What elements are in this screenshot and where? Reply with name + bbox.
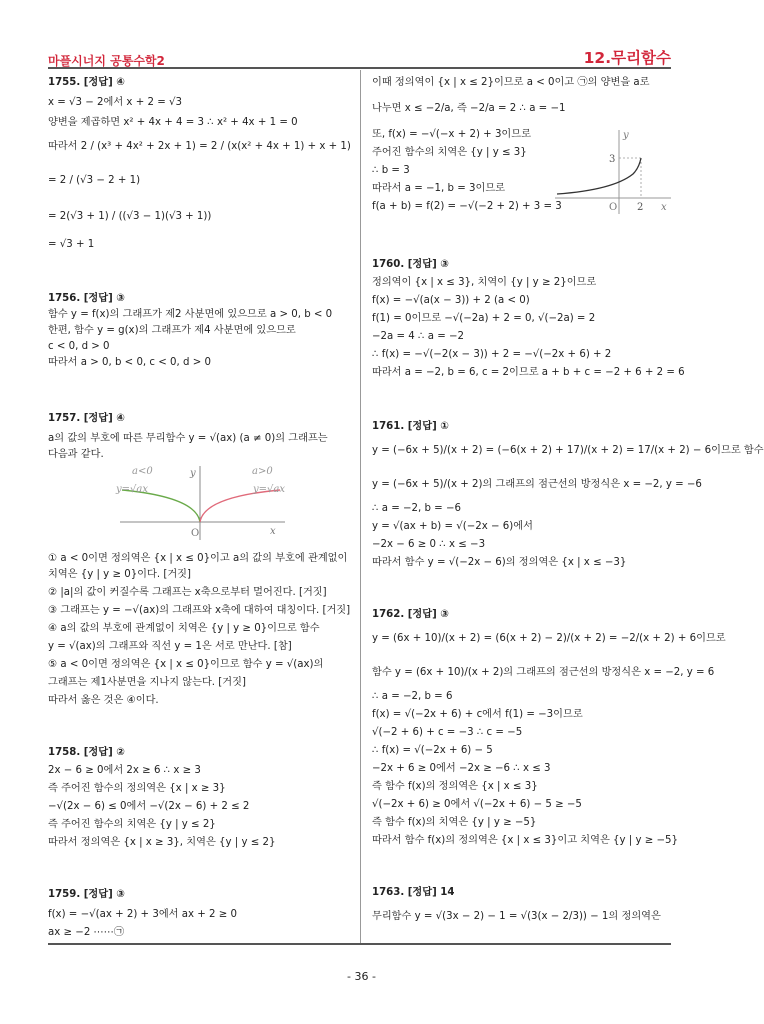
origin-label: O	[191, 528, 200, 539]
solution-line: 즉 함수 f(x)의 치역은 {y | y ≥ −5}	[372, 817, 537, 828]
solution-line: f(x) = √(−2x + 6) + c에서 f(1) = −3이므로	[372, 709, 583, 720]
chapter-title: 12.무리함수	[583, 49, 671, 67]
column-divider	[360, 70, 361, 943]
solution-line: ∴ f(x) = √(−2x + 6) − 5	[372, 745, 493, 756]
solution-line: 주어진 함수의 치역은 {y | y ≤ 3}	[372, 147, 527, 158]
solution-line: = 2 / (√3 − 2 + 1)	[48, 175, 141, 186]
solution-line: f(x) = −√(ax + 2) + 3에서 ax + 2 ≥ 0	[48, 909, 237, 920]
solution-line: 2x − 6 ≥ 0에서 2x ≥ 6 ∴ x ≥ 3	[48, 765, 201, 776]
solution-line: f(a + b) = f(2) = −√(−2 + 2) + 3 = 3	[372, 201, 562, 212]
curve-label-pos: y=√ax	[253, 484, 286, 495]
solution-line: 정의역이 {x | x ≤ 3}, 치역이 {y | y ≥ 2}이므로	[372, 277, 597, 288]
curve	[557, 158, 641, 194]
problem-heading: 1763. [정답] 14	[372, 887, 455, 898]
x-axis-label: x	[270, 526, 276, 537]
solution-line: ax ≥ −2 ⋯⋯㉠	[48, 927, 125, 938]
solution-line: 무리함수 y = √(3x − 2) − 1 = √(3(x − 2/3)) − 1의 정의역은	[372, 911, 661, 922]
problem-heading: 1760. [정답] ③	[372, 259, 449, 270]
solution-line: −2x − 6 ≥ 0 ∴ x ≤ −3	[372, 539, 486, 550]
solution-line: 한편, 함수 y = g(x)의 그래프가 제4 사분면에 있으므로	[48, 325, 296, 336]
solution-line: ∴ b = 3	[372, 165, 410, 176]
solution-line: ∴ f(x) = −√(−2(x − 3)) + 2 = −√(−2x + 6) + 2	[372, 349, 612, 360]
solution-line: 함수 y = (6x + 10)/(x + 2)의 그래프의 점근선의 방정식은 x = −2, y = 6	[372, 667, 715, 678]
solution-line: 따라서 함수 f(x)의 정의역은 {x | x ≤ 3}이고 치역은 {y | y ≥ −5}	[372, 835, 678, 846]
solution-line: = 2(√3 + 1) / ((√3 − 1)(√3 + 1))	[48, 211, 212, 222]
solution-line: −2a = 4 ∴ a = −2	[372, 331, 464, 342]
y-axis-label: y	[623, 130, 629, 141]
solution-line: ∴ a = −2, b = −6	[372, 503, 461, 514]
solution-line: 치역은 {y | y ≥ 0}이다. [거짓]	[48, 569, 191, 580]
solution-line: 따라서 함수 y = √(−2x − 6)의 정의역은 {x | x ≤ −3}	[372, 557, 627, 568]
solution-line: 따라서 a > 0, b < 0, c < 0, d > 0	[48, 357, 211, 368]
solution-line: −2x + 6 ≥ 0에서 −2x ≥ −6 ∴ x ≤ 3	[372, 763, 551, 774]
solution-line: 나누면 x ≤ −2/a, 즉 −2/a = 2 ∴ a = −1	[372, 103, 566, 114]
problem-heading: 1762. [정답] ③	[372, 609, 449, 620]
y-axis-label: y	[190, 468, 196, 479]
problem-heading: 1759. [정답] ③	[48, 889, 125, 900]
problem-heading: 1756. [정답] ③	[48, 293, 125, 304]
page-number: - 36 -	[347, 970, 376, 983]
footer-rule	[48, 943, 671, 945]
solution-line: y = (−6x + 5)/(x + 2)의 그래프의 점근선의 방정식은 x = −2, y = −6	[372, 479, 702, 490]
solution-line: 따라서 a = −2, b = 6, c = 2이므로 a + b + c = −2 + 6 + 2 = 6	[372, 367, 685, 378]
solution-line: 따라서 2 / (x³ + 4x² + 2x + 1) = 2 / (x(x² + 4x + 1) + x + 1)	[48, 141, 351, 152]
solution-line: 함수 y = f(x)의 그래프가 제2 사분면에 있으므로 a > 0, b < 0	[48, 309, 333, 320]
solution-line: 따라서 옳은 것은 ④이다.	[48, 695, 159, 706]
tick-x-label: 2	[637, 202, 644, 213]
x-axis-label: x	[661, 202, 667, 213]
problem-heading: 1755. [정답] ④	[48, 77, 125, 88]
solution-line: x = √3 − 2에서 x + 2 = √3	[48, 97, 182, 108]
solution-line: 즉 주어진 함수의 치역은 {y | y ≤ 2}	[48, 819, 216, 830]
solution-line: ⑤ a < 0이면 정의역은 {x | x ≤ 0}이므로 함수 y = √(ax)의	[48, 659, 324, 670]
solution-line: ② |a|의 값이 커질수록 그래프는 x축으로부터 멀어진다. [거짓]	[48, 587, 327, 598]
solution-line: 즉 함수 f(x)의 정의역은 {x | x ≤ 3}	[372, 781, 538, 792]
solution-line: 또, f(x) = −√(−x + 2) + 3이므로	[372, 129, 531, 140]
solution-line: a의 값의 부호에 따른 무리함수 y = √(ax) (a ≠ 0)의 그래프는	[48, 433, 328, 444]
solution-line: 그래프는 제1사분면을 지나지 않는다. [거짓]	[48, 677, 246, 688]
solution-line: 양변을 제곱하면 x² + 4x + 4 = 3 ∴ x² + 4x + 1 = 0	[48, 117, 298, 128]
solution-line: 따라서 정의역은 {x | x ≥ 3}, 치역은 {y | y ≤ 2}	[48, 837, 276, 848]
solution-line: y = (−6x + 5)/(x + 2) = (−6(x + 2) + 17)/(x + 2) = 17/(x + 2) − 6이므로 함수	[372, 445, 764, 456]
solution-line: 따라서 a = −1, b = 3이므로	[372, 183, 505, 194]
solution-line: y = √(ax + b) = √(−2x − 6)에서	[372, 521, 533, 532]
solution-line: 다음과 같다.	[48, 449, 104, 460]
curve-label-neg: y=√ax	[116, 484, 149, 495]
solution-line: 즉 주어진 함수의 정의역은 {x | x ≥ 3}	[48, 783, 226, 794]
graph-1759	[553, 124, 673, 216]
solution-line: = √3 + 1	[48, 239, 95, 250]
problem-heading: 1758. [정답] ②	[48, 747, 125, 758]
solution-line: −√(2x − 6) ≤ 0에서 −√(2x − 6) + 2 ≤ 2	[48, 801, 250, 812]
label-neg: a<0	[132, 466, 153, 477]
tick-y-label: 3	[609, 154, 616, 165]
solution-line: ∴ a = −2, b = 6	[372, 691, 453, 702]
solution-line: f(1) = 0이므로 −√(−2a) + 2 = 0, √(−2a) = 2	[372, 313, 596, 324]
problem-heading: 1757. [정답] ④	[48, 413, 125, 424]
solution-line: 이때 정의역이 {x | x ≤ 2}이므로 a < 0이고 ㉠의 양변을 a로	[372, 77, 650, 88]
label-pos: a>0	[252, 466, 273, 477]
book-title: 마플시너지 공통수학2	[48, 54, 165, 68]
solution-line: ① a < 0이면 정의역은 {x | x ≤ 0}이고 a의 값의 부호에 관계없이	[48, 553, 348, 564]
solution-line: √(−2x + 6) ≥ 0에서 √(−2x + 6) − 5 ≥ −5	[372, 799, 582, 810]
solution-line: ④ a의 값의 부호에 관계없이 치역은 {y | y ≥ 0}이므로 함수	[48, 623, 320, 634]
solution-line: f(x) = −√(a(x − 3)) + 2 (a < 0)	[372, 295, 530, 306]
solution-line: ③ 그래프는 y = −√(ax)의 그래프와 x축에 대하여 대칭이다. [거짓]	[48, 605, 351, 616]
solution-line: y = √(ax)의 그래프와 직선 y = 1은 서로 만난다. [참]	[48, 641, 292, 652]
problem-heading: 1761. [정답] ①	[372, 421, 449, 432]
graph-1757	[110, 462, 300, 542]
solution-line: c < 0, d > 0	[48, 341, 110, 352]
solution-line: y = (6x + 10)/(x + 2) = (6(x + 2) − 2)/(x + 2) = −2/(x + 2) + 6이므로	[372, 633, 726, 644]
origin-label: O	[609, 202, 618, 213]
solution-line: √(−2 + 6) + c = −3 ∴ c = −5	[372, 727, 523, 738]
